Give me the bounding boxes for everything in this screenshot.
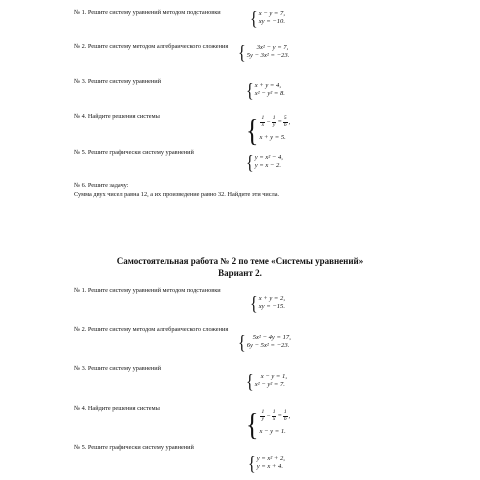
- equation: y = x − 2.: [254, 162, 281, 170]
- brace-icon: {: [246, 80, 254, 102]
- equation: y = x + 4.: [256, 463, 283, 471]
- equation: x² − y² = 8.: [254, 90, 285, 98]
- task-6-label: № 6. Решите задачу:: [74, 182, 129, 189]
- task-2-label: № 2. Решите систему методом алгебраического сложения: [74, 43, 229, 50]
- brace-icon: {: [238, 332, 246, 354]
- task-2-system: [238, 42, 290, 64]
- task-3-label: № 3. Решите систему уравнений: [74, 365, 161, 372]
- brace-icon: {: [250, 8, 258, 30]
- task-5-label: № 5. Решите графически систему уравнений: [74, 149, 194, 156]
- equation: y = x² + 2,: [256, 455, 285, 462]
- equation: x − y = 1.: [259, 427, 286, 435]
- task-1-system: [250, 8, 285, 30]
- task-5-system: [246, 152, 283, 174]
- task-3-label: № 3. Решите систему уравнений: [74, 78, 161, 85]
- brace-icon: {: [248, 453, 256, 475]
- task-4-system: [246, 407, 291, 443]
- task-2-system: [238, 332, 291, 354]
- task-1-system: [250, 293, 285, 315]
- task-1-label: № 1. Решите систему уравнений методом подстановки: [74, 287, 221, 294]
- equation: x² − y² = 7.: [254, 381, 285, 389]
- task-2-label: № 2. Решите систему методом алгебраического сложения: [74, 326, 229, 333]
- brace-icon: {: [250, 293, 258, 315]
- equation: x + y = 4,: [254, 82, 281, 89]
- equation: x − y = 7,: [258, 10, 285, 17]
- equation-fractions: $\frac{1}{y}$ − $\frac{1}{x}$ = $\frac{1}{6}$ ,: [261, 409, 291, 422]
- equation: 6y − 5x² = −23.: [246, 342, 290, 350]
- equation-fractions: $\frac{1}{x}$ − $\frac{1}{y}$ = $\frac{5}{6}$ ,: [261, 115, 291, 128]
- task-1-label: № 1. Решите систему уравнений методом подстановки: [74, 9, 221, 16]
- equation: xy = −10.: [258, 18, 285, 26]
- equation: x − y = 1,: [260, 373, 287, 380]
- equation: xy = −15.: [258, 303, 285, 311]
- page-title: Самостоятельная работа № 2 по теме «Системы уравнений»: [116, 256, 364, 266]
- equation: x + y = 2,: [258, 295, 285, 302]
- task-5-label: № 5. Решите графически систему уравнений: [74, 444, 194, 451]
- brace-icon: {: [246, 371, 254, 393]
- task-4-label: № 4. Найдите решения системы: [74, 113, 160, 120]
- task-3-system: [246, 80, 285, 102]
- equation: 3x² − y = 7,: [256, 44, 289, 51]
- task-6-text: Сумма двух чисел равна 12, а их произведение равно 32. Найдите эти числа.: [74, 191, 280, 198]
- task-4-label: № 4. Найдите решения системы: [74, 405, 160, 412]
- equation: y = x² − 4,: [254, 154, 283, 161]
- brace-icon: {: [246, 407, 259, 443]
- variant-title: Вариант 2.: [218, 268, 262, 278]
- task-5-system: [248, 453, 285, 475]
- brace-icon: {: [246, 113, 259, 149]
- brace-icon: {: [246, 152, 254, 174]
- equation: 5y − 3x² = −23.: [246, 52, 290, 60]
- task-3-system: [246, 371, 287, 393]
- equation: x + y = 5.: [259, 133, 286, 141]
- task-4-system: [246, 113, 291, 149]
- equation: 5x² − 4y = 17,: [252, 334, 291, 341]
- brace-icon: {: [238, 42, 246, 64]
